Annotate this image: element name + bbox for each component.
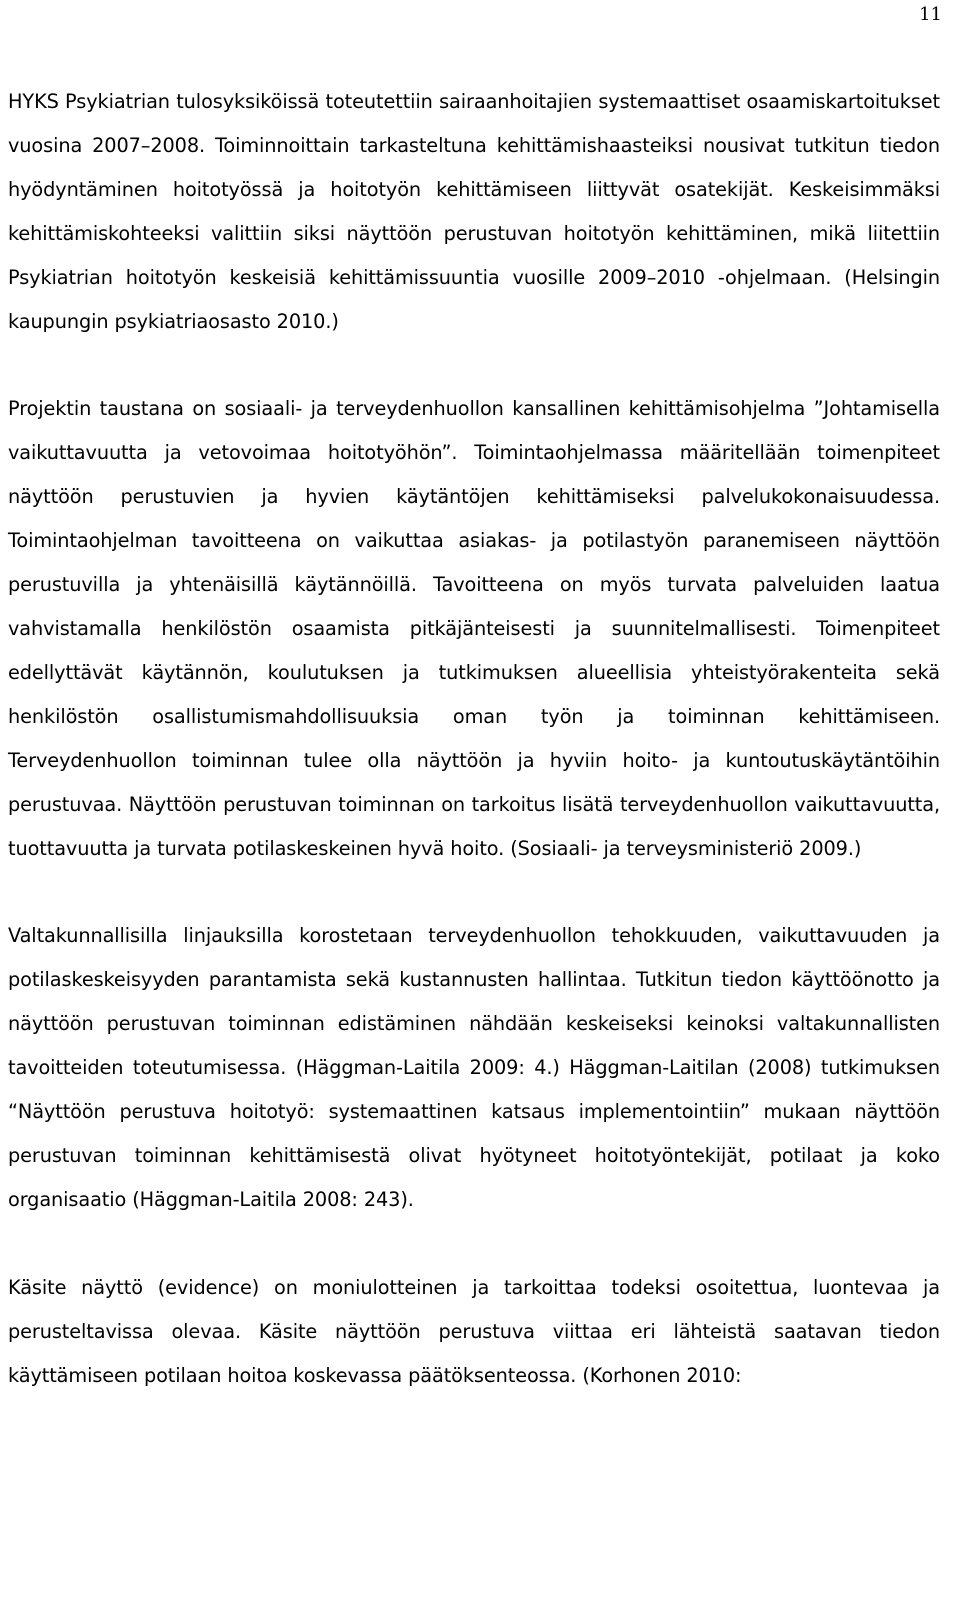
paragraph-project-background: Projektin taustana on sosiaali- ja terveydenhuollon kansallinen kehittämisohjelma ”Johtamisella vaikuttavuutta ja vetovoimaa hoitotyöhön”. Toimintaohjelmassa määritellään toimenpiteet näyttöön perustuvien ja hyvien käytäntöjen kehittämiseksi palvelukokonaisuudessa. Toimintaohjelman tavoitteena on vaikuttaa asiakas- ja potilastyön paranemiseen näyttöön perustuvilla ja yhtenäisillä käytännöillä. Tavoitteena on myös turvata palveluiden laatua vahvistamalla henkilöstön osaamista pitkäjänteisesti ja suunnitelmallisesti. Toimenpiteet edellyttävät käytännön, koulutuksen ja tutkimuksen alueellisia yhteistyörakenteita sekä henkilöstön osallistumismahdollisuuksia oman työn ja toiminnan kehittämiseen. Terveydenhuollon toiminnan tulee olla näyttöön ja hyviin hoito- ja kuntoutuskäytäntöihin perustuvaa. Näyttöön perustuvan toiminnan on tarkoitus lisätä terveydenhuollon vaikuttavuutta, tuottavuutta ja turvata potilaskeskeinen hyvä hoito. (Sosiaali- ja terveysministeriö 2009.)	[8, 397, 940, 860]
paragraph-hyks-survey: HYKS Psykiatrian tulosyksiköissä toteutettiin sairaanhoitajien systemaattiset osaamiskartoitukset vuosina 2007–2008. Toiminnoittain tarkasteltuna kehittämishaasteiksi nousivat tutkitun tiedon hyödyntäminen hoitotyössä ja hoitotyön kehittämiseen liittyvät osatekijät. Keskeisimmäksi kehittämiskohteeksi valittiin siksi näyttöön perustuvan hoitotyön kehittäminen, mikä liitettiin Psykiatrian hoitotyön keskeisiä kehittämissuuntia vuosille 2009–2010 -ohjelmaan. (Helsingin kaupungin psykiatriaosasto 2010.)	[8, 90, 940, 333]
paragraph-evidence-concept: Käsite näyttö (evidence) on moniulotteinen ja tarkoittaa todeksi osoitettua, luontevaa ja perusteltavissa olevaa. Käsite näyttöön perustuva viittaa eri lähteistä saatavan tiedon käyttämiseen potilaan hoitoa koskevassa päätöksenteossa. (Korhonen 2010:	[8, 1275, 940, 1387]
page-number: 11	[919, 4, 942, 25]
paragraph-national-policies: Valtakunnallisilla linjauksilla korostetaan terveydenhuollon tehokkuuden, vaikuttavuuden ja potilaskeskeisyyden parantamista sekä kustannusten hallintaa. Tutkitun tiedon käyttöönotto ja näyttöön perustuvan toiminnan edistäminen nähdään keskeiseksi keinoksi valtakunnallisten tavoitteiden toteutumisessa. (Häggman-Laitila 2009: 4.) Häggman-Laitilan (2008) tutkimuksen “Näyttöön perustuva hoitotyö: systemaattinen katsaus implementointiin” mukaan näyttöön perustuvan toiminnan kehittämisestä olivat hyötyneet hoitotyöntekijät, potilaat ja koko organisaatio (Häggman-Laitila 2008: 243).	[8, 924, 940, 1211]
document-body	[8, 80, 940, 1397]
